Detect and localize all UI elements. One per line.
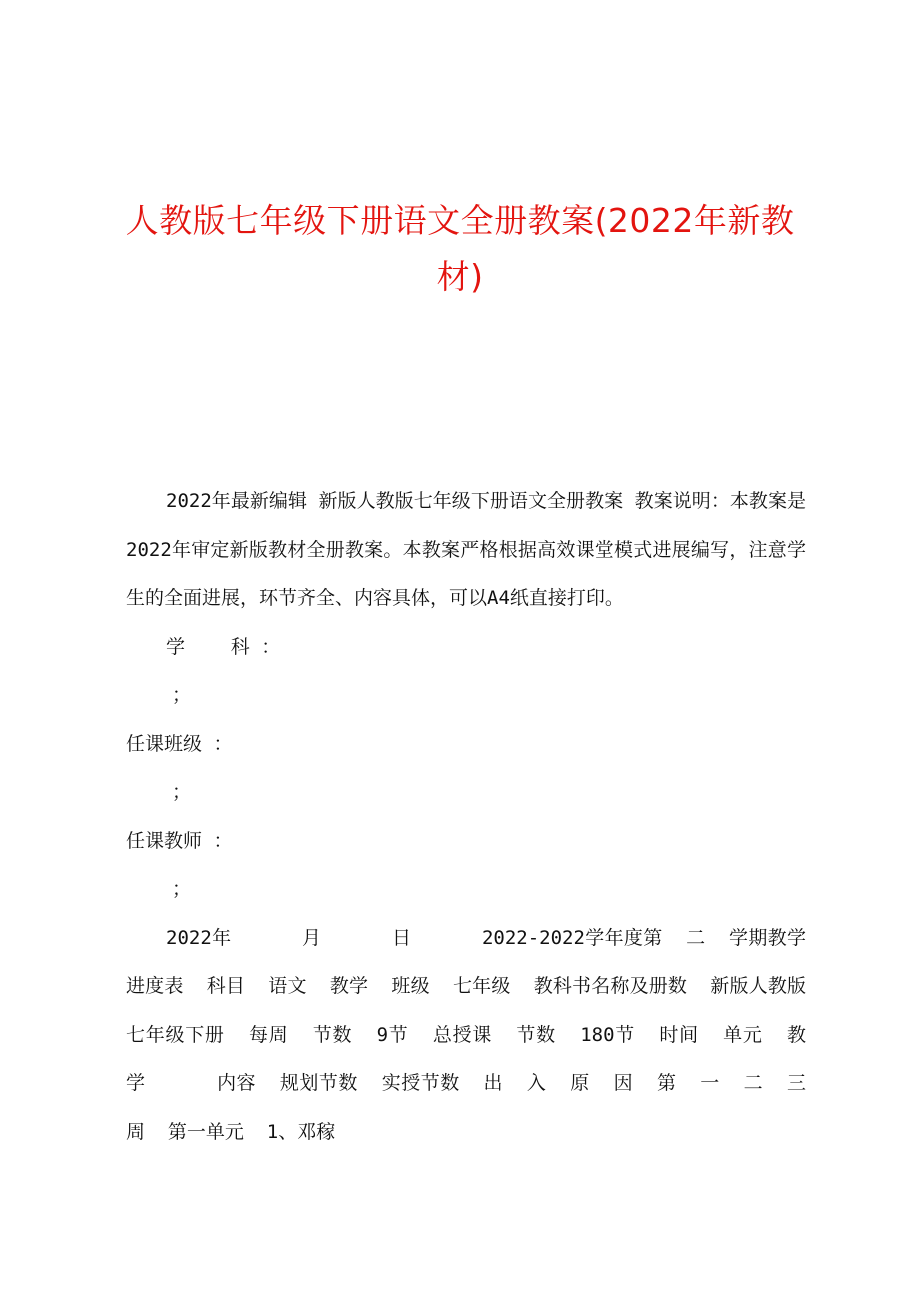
intro-paragraph: 2022年最新编辑 新版人教版七年级下册语文全册教案 教案说明：本教案是2022年审定新版教材全册教案。本教案严格根据高效课堂模式进展编写，注意学生的全面进展，环节齐全、内容具体，可以A4纸直接打印。 xyxy=(126,490,806,609)
field-class xyxy=(126,720,806,817)
schedule-paragraph: 2022年 月 日 2022-2022学年度第 二 学期教学进度表 科目 语文 教学 班级 七年级 教科书名称及册数 新版人教版七年级下册 每周 节数 9节 总授课 节数 180节 时间 单元 教 学 内容 规划节数 实授节数 出 入 原 因 第 一 二 三 周 第一单元 1、邓稼 xyxy=(126,926,875,1143)
field-teacher-value: ； xyxy=(172,878,192,900)
field-teacher-label: 任课教师 ： xyxy=(126,829,233,852)
field-subject xyxy=(126,623,806,720)
field-subject-value: ； xyxy=(172,684,192,706)
field-subject-label: 学 科 ： xyxy=(166,635,281,658)
field-teacher xyxy=(126,817,806,914)
field-class-label: 任课班级 ： xyxy=(126,732,233,755)
field-class-value: ； xyxy=(172,781,192,803)
document-body xyxy=(126,477,875,1156)
document-title: 人教版七年级下册语文全册教案(2022年新教材) xyxy=(125,201,795,296)
